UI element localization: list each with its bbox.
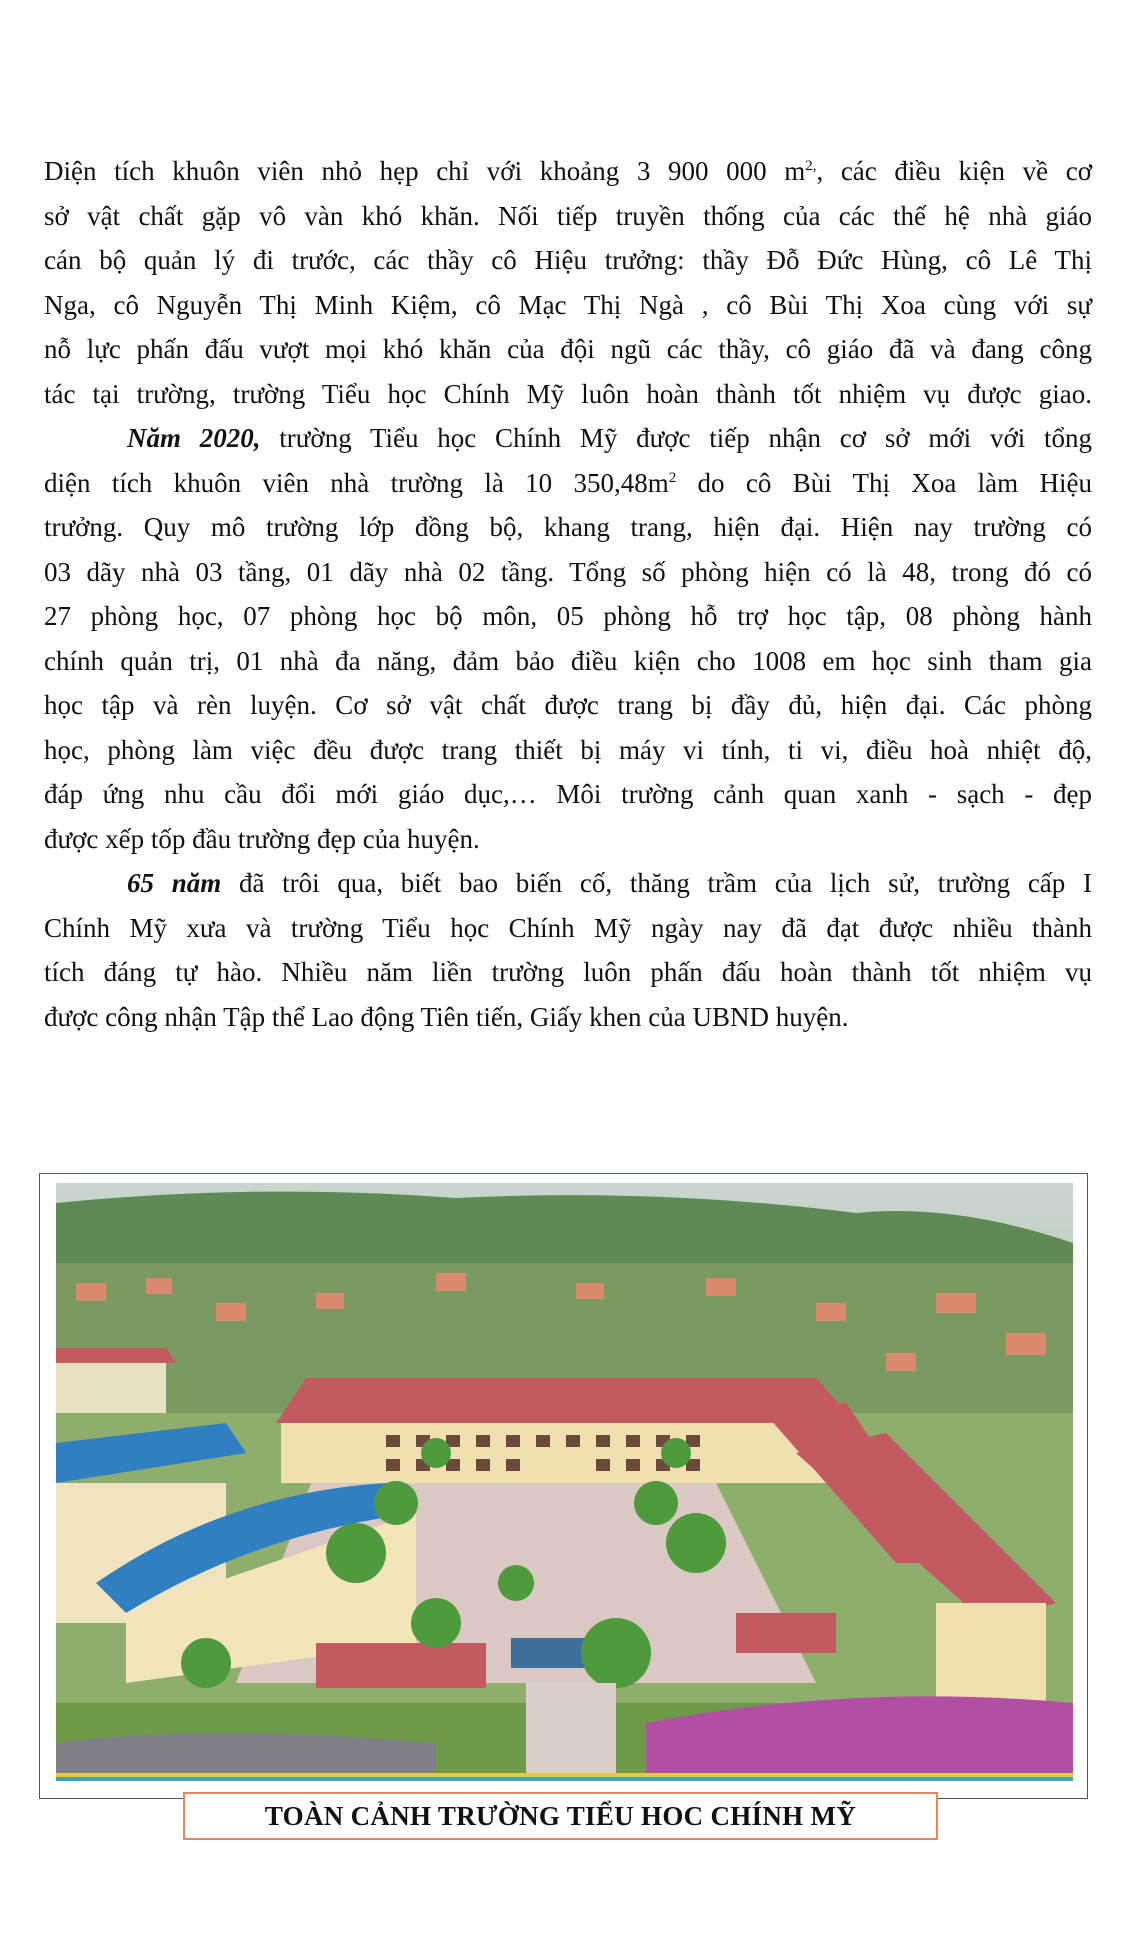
text-span: trường Tiểu học Chính Mỹ được tiếp nhận cơ sở mới với tổng [260, 423, 1093, 453]
text-line: học, phòng làm việc đều được trang thiết bị máy vi tính, ti vi, điều hoà nhiệt độ, [44, 734, 1092, 765]
text-span: diện tích khuôn viên nhà trường là 10 350,48m [44, 467, 669, 498]
text-line: sở vật chất gặp vô vàn khó khăn. Nối tiếp truyền thống của các thế hệ nhà giáo [44, 200, 1092, 231]
text-line: Chính Mỹ xưa và trường Tiểu học Chính Mỹ ngày nay đã đạt được nhiều thành [44, 912, 1092, 943]
text-line [44, 461, 1092, 506]
superscript: 2 [668, 469, 677, 486]
text-line: 27 phòng học, 07 phòng học bộ môn, 05 phòng hỗ trợ học tập, 08 phòng hành [44, 601, 1092, 631]
emphasis-years: 65 năm [127, 868, 222, 898]
text-span: đã trôi qua, biết bao biến cố, thăng trầm của lịch sử, trường cấp I [221, 868, 1092, 898]
text-line: chính quản trị, 01 nhà đa năng, đảm bảo điều kiện cho 1008 em học sinh tham gia [44, 645, 1092, 676]
text-line: đáp ứng nhu cầu đổi mới giáo dục,… Môi trường cảnh quan xanh - sạch - đẹp [44, 779, 1092, 809]
text-line: trưởng. Quy mô trường lớp đồng bộ, khang trang, hiện đại. Hiện nay trường có [44, 512, 1092, 542]
text-line [44, 416, 1092, 461]
text-span: Diện tích khuôn viên nhỏ hẹp chỉ với khoảng 3 900 000 m [44, 156, 806, 186]
text-line: tích đáng tự hào. Nhiều năm liền trường luôn phấn đấu hoàn thành tốt nhiệm vụ [44, 957, 1092, 987]
body-text [44, 149, 1092, 1039]
emphasis-year: Năm 2020, [127, 423, 261, 453]
text-span: , các điều kiện về cơ [816, 156, 1092, 186]
figure-caption: TOÀN CẢNH TRƯỜNG TIỂU HOC CHÍNH MỸ [183, 1792, 938, 1840]
school-photo-illustration [56, 1183, 1073, 1773]
text-line [44, 149, 1092, 194]
photo-stripe-teal [56, 1777, 1073, 1781]
text-line: được xếp tốp đầu trường đẹp của huyện. [44, 823, 480, 854]
text-line: được công nhận Tập thể Lao động Tiên tiến, Giấy khen của UBND huyện. [44, 1001, 849, 1032]
text-line: Nga, cô Nguyễn Thị Minh Kiệm, cô Mạc Thị Ngà , cô Bùi Thị Xoa cùng với sự [44, 289, 1092, 320]
superscript: 2, [805, 158, 817, 174]
text-span: do cô Bùi Thị Xoa làm Hiệu [676, 467, 1092, 498]
text-line: 03 dãy nhà 03 tầng, 01 dãy nhà 02 tầng. Tổng số phòng hiện có là 48, trong đó có [44, 556, 1092, 587]
text-line [44, 861, 1092, 906]
school-aerial-photo [56, 1183, 1073, 1773]
text-line: tác tại trường, trường Tiểu học Chính Mỹ luôn hoàn thành tốt nhiệm vụ được giao. [44, 378, 1092, 409]
text-line: cán bộ quản lý đi trước, các thầy cô Hiệu trưởng: thầy Đỗ Đức Hùng, cô Lê Thị [44, 245, 1092, 275]
text-line: học tập và rèn luyện. Cơ sở vật chất được trang bị đầy đủ, hiện đại. Các phòng [44, 690, 1092, 720]
text-line: nỗ lực phấn đấu vượt mọi khó khăn của đội ngũ các thầy, cô giáo đã và đang công [44, 334, 1092, 364]
